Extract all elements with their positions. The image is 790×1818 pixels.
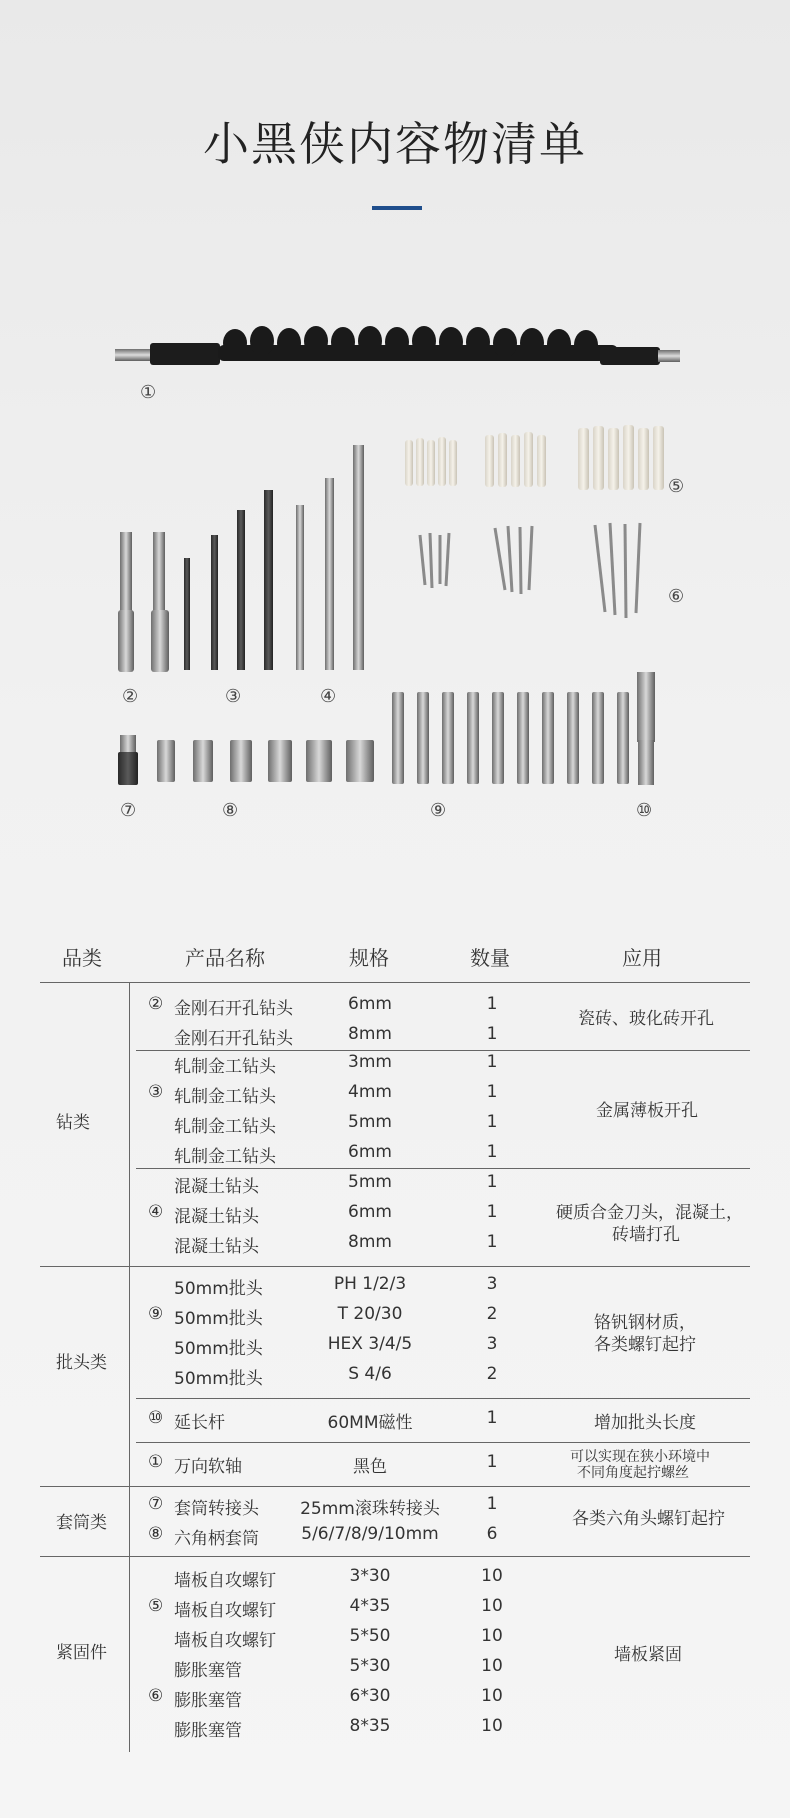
product-name: 万向软轴	[174, 1457, 242, 1477]
product-name: 50mm批头	[174, 1309, 263, 1329]
marker-3: ③	[225, 686, 242, 707]
product-spec: 3mm	[348, 1052, 392, 1072]
application-text: 砖墙打孔	[612, 1225, 680, 1245]
row-number: ②	[148, 994, 164, 1014]
product-spec: 黑色	[353, 1457, 387, 1477]
application-text: 不同角度起拧螺丝	[577, 1465, 689, 1481]
table-divider	[136, 1398, 750, 1399]
product-name: 膨胀塞管	[174, 1661, 242, 1681]
row-number: ④	[148, 1202, 164, 1222]
product-name: 轧制金工钻头	[174, 1147, 276, 1167]
product-spec: 25mm滚珠转接头	[300, 1499, 440, 1519]
marker-8: ⑧	[222, 800, 239, 821]
category-bit: 批头类	[56, 1353, 107, 1373]
product-quantity: 1	[486, 1452, 498, 1472]
table-divider	[40, 1486, 750, 1487]
table-divider	[136, 1168, 750, 1169]
product-quantity: 10	[481, 1686, 503, 1706]
product-spec: S 4/6	[348, 1364, 392, 1384]
product-quantity: 2	[486, 1364, 498, 1384]
application-text: 各类六角头螺钉起拧	[572, 1509, 725, 1529]
marker-2: ②	[122, 686, 139, 707]
product-spec: 6mm	[348, 1142, 392, 1162]
product-name: 混凝土钻头	[174, 1177, 259, 1197]
row-number: ⑧	[148, 1524, 164, 1544]
product-quantity: 1	[486, 1202, 498, 1222]
category-socket: 套筒类	[56, 1513, 107, 1533]
page-title: 小黑侠内容物清单	[203, 117, 587, 171]
flex-shaft-image	[115, 326, 680, 365]
product-quantity: 1	[486, 1172, 498, 1192]
product-spec: PH 1/2/3	[333, 1274, 407, 1294]
product-spec: 6mm	[348, 1202, 392, 1222]
table-divider	[40, 1266, 750, 1267]
row-number: ⑩	[148, 1408, 164, 1428]
row-number: ⑥	[148, 1686, 164, 1706]
category-fastener: 紧固件	[56, 1643, 107, 1663]
product-spec: 5/6/7/8/9/10mm	[301, 1524, 439, 1544]
product-spec: 5mm	[348, 1172, 392, 1192]
product-quantity: 1	[486, 1494, 498, 1514]
product-name: 延长杆	[174, 1413, 225, 1433]
application-text: 增加批头长度	[594, 1413, 696, 1433]
metal-drills-image	[184, 490, 273, 670]
marker-6: ⑥	[668, 586, 685, 607]
product-quantity: 1	[486, 994, 498, 1014]
product-name: 膨胀塞管	[174, 1721, 242, 1741]
product-name: 六角柄套筒	[174, 1529, 259, 1549]
header-application: 应用	[622, 946, 662, 970]
application-text: 瓷砖、玻化砖开孔	[578, 1009, 714, 1029]
product-spec: 5*50	[349, 1626, 391, 1646]
screws-image	[420, 523, 640, 618]
application-text: 金属薄板开孔	[596, 1101, 698, 1121]
marker-4: ④	[320, 686, 337, 707]
product-name: 墙板自攻螺钉	[174, 1631, 276, 1651]
product-spec: 60MM磁性	[327, 1413, 413, 1433]
product-spec: 8*35	[349, 1716, 391, 1736]
product-quantity: 3	[486, 1334, 498, 1354]
product-name: 50mm批头	[174, 1279, 263, 1299]
hex-sockets-image	[157, 740, 374, 782]
product-spec: 5mm	[348, 1112, 392, 1132]
row-number: ⑦	[148, 1494, 164, 1514]
product-quantity: 1	[486, 1232, 498, 1252]
product-name: 混凝土钻头	[174, 1237, 259, 1257]
product-name: 50mm批头	[174, 1369, 263, 1389]
product-quantity: 10	[481, 1656, 503, 1676]
header-product-name: 产品名称	[185, 946, 265, 970]
product-quantity: 2	[486, 1304, 498, 1324]
marker-1: ①	[140, 382, 157, 403]
product-name: 墙板自攻螺钉	[174, 1601, 276, 1621]
product-quantity: 1	[486, 1052, 498, 1072]
extension-rod-image	[637, 672, 655, 785]
table-column-divider	[129, 982, 130, 1752]
product-quantity: 10	[481, 1566, 503, 1586]
product-spec: 6*30	[349, 1686, 391, 1706]
application-text: 各类螺钉起拧	[594, 1335, 696, 1355]
table-divider	[40, 1556, 750, 1557]
product-quantity: 10	[481, 1626, 503, 1646]
product-name: 墙板自攻螺钉	[174, 1571, 276, 1591]
socket-adapter-image	[118, 735, 138, 785]
application-text: 墙板紧固	[614, 1645, 682, 1665]
product-quantity: 6	[486, 1524, 498, 1544]
wall-plugs-image	[405, 425, 664, 490]
concrete-drills-image	[296, 445, 364, 670]
screwdriver-bits-image	[392, 692, 629, 784]
product-quantity: 3	[486, 1274, 498, 1294]
row-number: ①	[148, 1452, 164, 1472]
hole-saw-bits-image	[118, 532, 169, 672]
product-quantity: 1	[486, 1024, 498, 1044]
product-name: 轧制金工钻头	[174, 1087, 276, 1107]
header-quantity: 数量	[470, 946, 510, 970]
table-divider	[136, 1442, 750, 1443]
product-quantity: 1	[486, 1112, 498, 1132]
product-photo	[0, 0, 790, 860]
product-name: 套筒转接头	[174, 1499, 259, 1519]
product-name: 轧制金工钻头	[174, 1117, 276, 1137]
product-quantity: 10	[481, 1596, 503, 1616]
row-number: ⑤	[148, 1596, 164, 1616]
product-name: 混凝土钻头	[174, 1207, 259, 1227]
product-quantity: 1	[486, 1142, 498, 1162]
product-spec: 6mm	[348, 994, 392, 1014]
product-spec: T 20/30	[337, 1304, 403, 1324]
product-quantity: 1	[486, 1082, 498, 1102]
application-text: 铬钒钢材质，	[594, 1313, 696, 1333]
product-spec: 8mm	[348, 1024, 392, 1044]
product-spec: HEX 3/4/5	[327, 1334, 413, 1354]
product-spec: 4mm	[348, 1082, 392, 1102]
product-name: 50mm批头	[174, 1339, 263, 1359]
product-spec: 4*35	[349, 1596, 391, 1616]
application-text: 可以实现在狭小环境中	[570, 1449, 710, 1465]
product-spec: 3*30	[349, 1566, 391, 1586]
product-spec: 5*30	[349, 1656, 391, 1676]
product-quantity: 10	[481, 1716, 503, 1736]
marker-7: ⑦	[120, 800, 137, 821]
application-text: 硬质合金刀头，混凝土，	[556, 1203, 743, 1223]
product-name: 金刚石开孔钻头	[174, 1029, 293, 1049]
header-category: 品类	[62, 946, 102, 970]
marker-9: ⑨	[430, 800, 447, 821]
category-drill: 钻类	[56, 1113, 90, 1133]
row-number: ⑨	[148, 1304, 164, 1324]
row-number: ③	[148, 1082, 164, 1102]
product-spec: 8mm	[348, 1232, 392, 1252]
header-spec: 规格	[349, 946, 389, 970]
product-name: 轧制金工钻头	[174, 1057, 276, 1077]
table-divider	[136, 1050, 750, 1051]
table-divider	[40, 982, 750, 983]
product-quantity: 1	[486, 1408, 498, 1428]
marker-10: ⑩	[636, 800, 653, 821]
marker-5: ⑤	[668, 476, 685, 497]
product-name: 膨胀塞管	[174, 1691, 242, 1711]
product-name: 金刚石开孔钻头	[174, 999, 293, 1019]
